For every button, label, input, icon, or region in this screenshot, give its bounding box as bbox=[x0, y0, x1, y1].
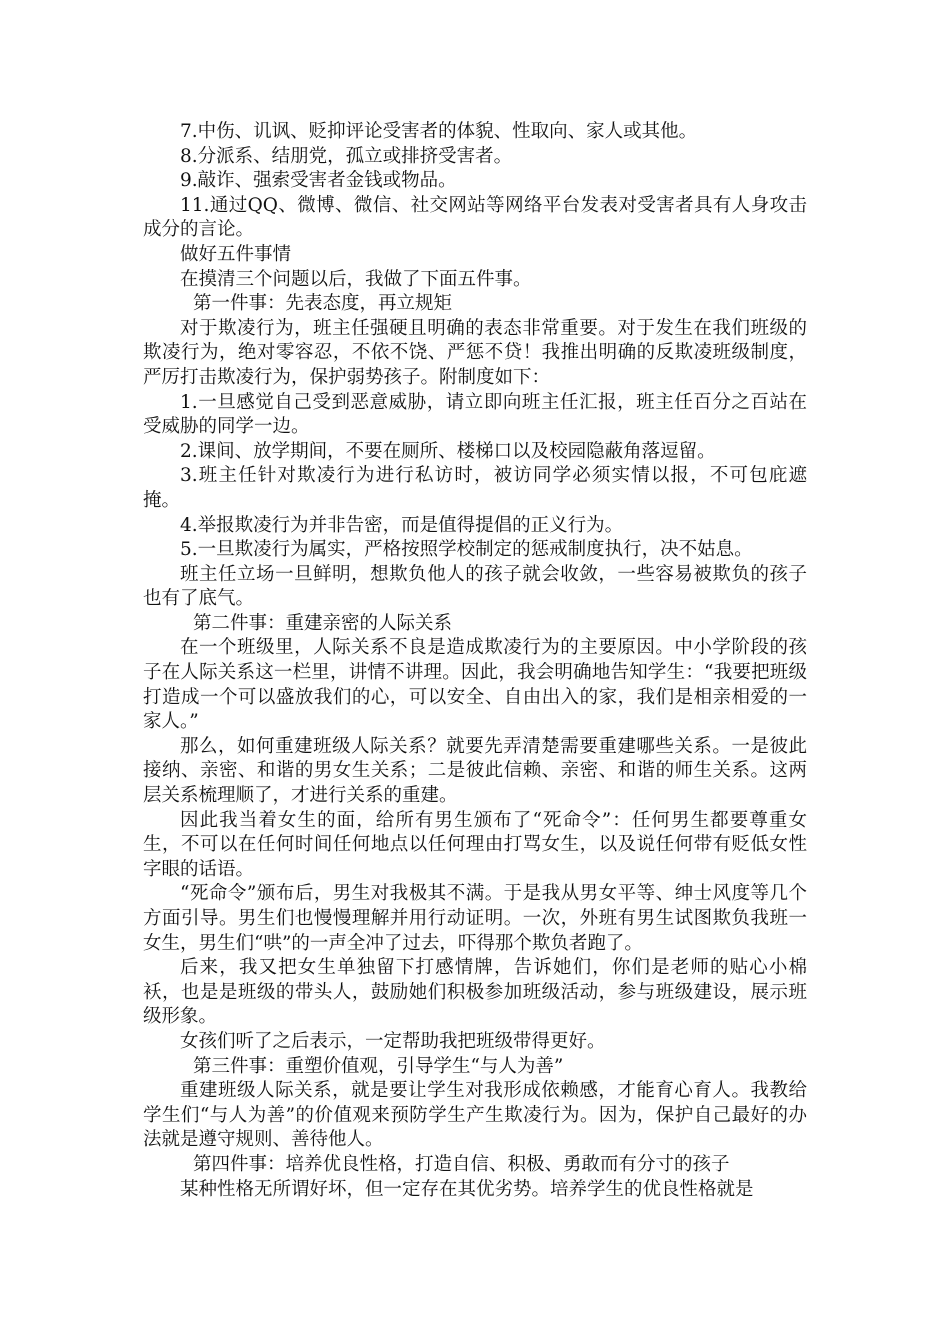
list-item: 1.一旦感觉自己受到恶意威胁，请立即向班主任汇报，班主任百分之百站在受威胁的同学一边。 bbox=[143, 391, 807, 438]
list-item: 9.敲诈、强索受害者金钱或物品。 bbox=[180, 170, 457, 192]
section-heading: 第三件事：重塑价值观，引导学生“与人为善” bbox=[192, 1055, 564, 1077]
paragraph: 在一个班级里，人际关系不良是造成欺凌行为的主要原因。中小学阶段的孩子在人际关系这一栏里，讲情不讲理。因此，我会明确地告知学生：“我要把班级打造成一个可以盛放我们的心，可以安全、自由出入的家，我们是相亲相爱的一家人。” bbox=[143, 637, 807, 733]
list-item: 5.一旦欺凌行为属实，严格按照学校制定的惩戒制度执行，决不姑息。 bbox=[180, 539, 753, 561]
paragraph: 对于欺凌行为，班主任强硬且明确的表态非常重要。对于发生在我们班级的欺凌行为，绝对零容忍，不依不饶、严惩不贷！我推出明确的反欺凌班级制度，严厉打击欺凌行为，保护弱势孩子。附制度如下： bbox=[143, 317, 807, 388]
paragraph: “死命令”颁布后，男生对我极其不满。于是我从男女平等、绅士风度等几个方面引导。男生们也慢慢理解并用行动证明。一次，外班有男生试图欺负我班一女生，男生们“哄”的一声全冲了过去，吓得那个欺负者跑了。 bbox=[143, 883, 807, 954]
section-heading: 第二件事：重建亲密的人际关系 bbox=[192, 612, 452, 634]
list-item: 3.班主任针对欺凌行为进行私访时，被访同学必须实情以报，不可包庇遮掩。 bbox=[143, 465, 807, 511]
list-item: 8.分派系、结朋党，孤立或排挤受害者。 bbox=[180, 145, 513, 167]
list-item: 4.举报欺凌行为并非告密，而是值得提倡的正义行为。 bbox=[180, 514, 624, 536]
section-heading: 做好五件事情 bbox=[180, 243, 292, 265]
paragraph: 那么，如何重建班级人际关系？就要先弄清楚需要重建哪些关系。一是彼此接纳、亲密、和谐的男女生关系；二是彼此信赖、亲密、和谐的师生关系。这两层关系梳理顺了，才进行关系的重建。 bbox=[143, 735, 807, 807]
paragraph: 某种性格无所谓好坏，但一定存在其优劣势。培养学生的优良性格就是 bbox=[180, 1178, 754, 1200]
list-item: 2.课间、放学期间，不要在厕所、楼梯口以及校园隐蔽角落逗留。 bbox=[180, 440, 716, 462]
paragraph: 班主任立场一旦鲜明，想欺负他人的孩子就会收敛，一些容易被欺负的孩子也有了底气。 bbox=[143, 563, 807, 610]
document-page bbox=[143, 120, 807, 1202]
section-heading: 第四件事：培养优良性格，打造自信、积极、勇敢而有分寸的孩子 bbox=[192, 1153, 730, 1175]
paragraph: 在摸清三个问题以后，我做了下面五件事。 bbox=[180, 268, 532, 290]
paragraph: 后来，我又把女生单独留下打感情牌，告诉她们，你们是老师的贴心小棉袄，也是是班级的带头人，鼓励她们积极参加班级活动，参与班级建设，展示班级形象。 bbox=[143, 957, 807, 1028]
list-item: 11.通过QQ、微博、微信、社交网站等网络平台发表对受害者具有人身攻击成分的言论。 bbox=[143, 194, 807, 241]
paragraph: 女孩们听了之后表示，一定帮助我把班级带得更好。 bbox=[180, 1030, 606, 1052]
list-item: 7.中伤、讥讽、贬抑评论受害者的体貌、性取向、家人或其他。 bbox=[180, 121, 698, 142]
paragraph: 重建班级人际关系，就是要让学生对我形成依赖感，才能育心育人。我教给学生们“与人为善”的价值观来预防学生产生欺凌行为。因为，保护自己最好的办法就是遵守规则、善待他人。 bbox=[143, 1080, 807, 1151]
paragraph: 因此我当着女生的面，给所有男生颁布了“死命令”：任何男生都要尊重女生，不可以在任何时间任何地点以任何理由打骂女生，以及说任何带有贬低女性字眼的话语。 bbox=[143, 809, 807, 880]
section-heading: 第一件事：先表态度，再立规矩 bbox=[192, 293, 452, 315]
